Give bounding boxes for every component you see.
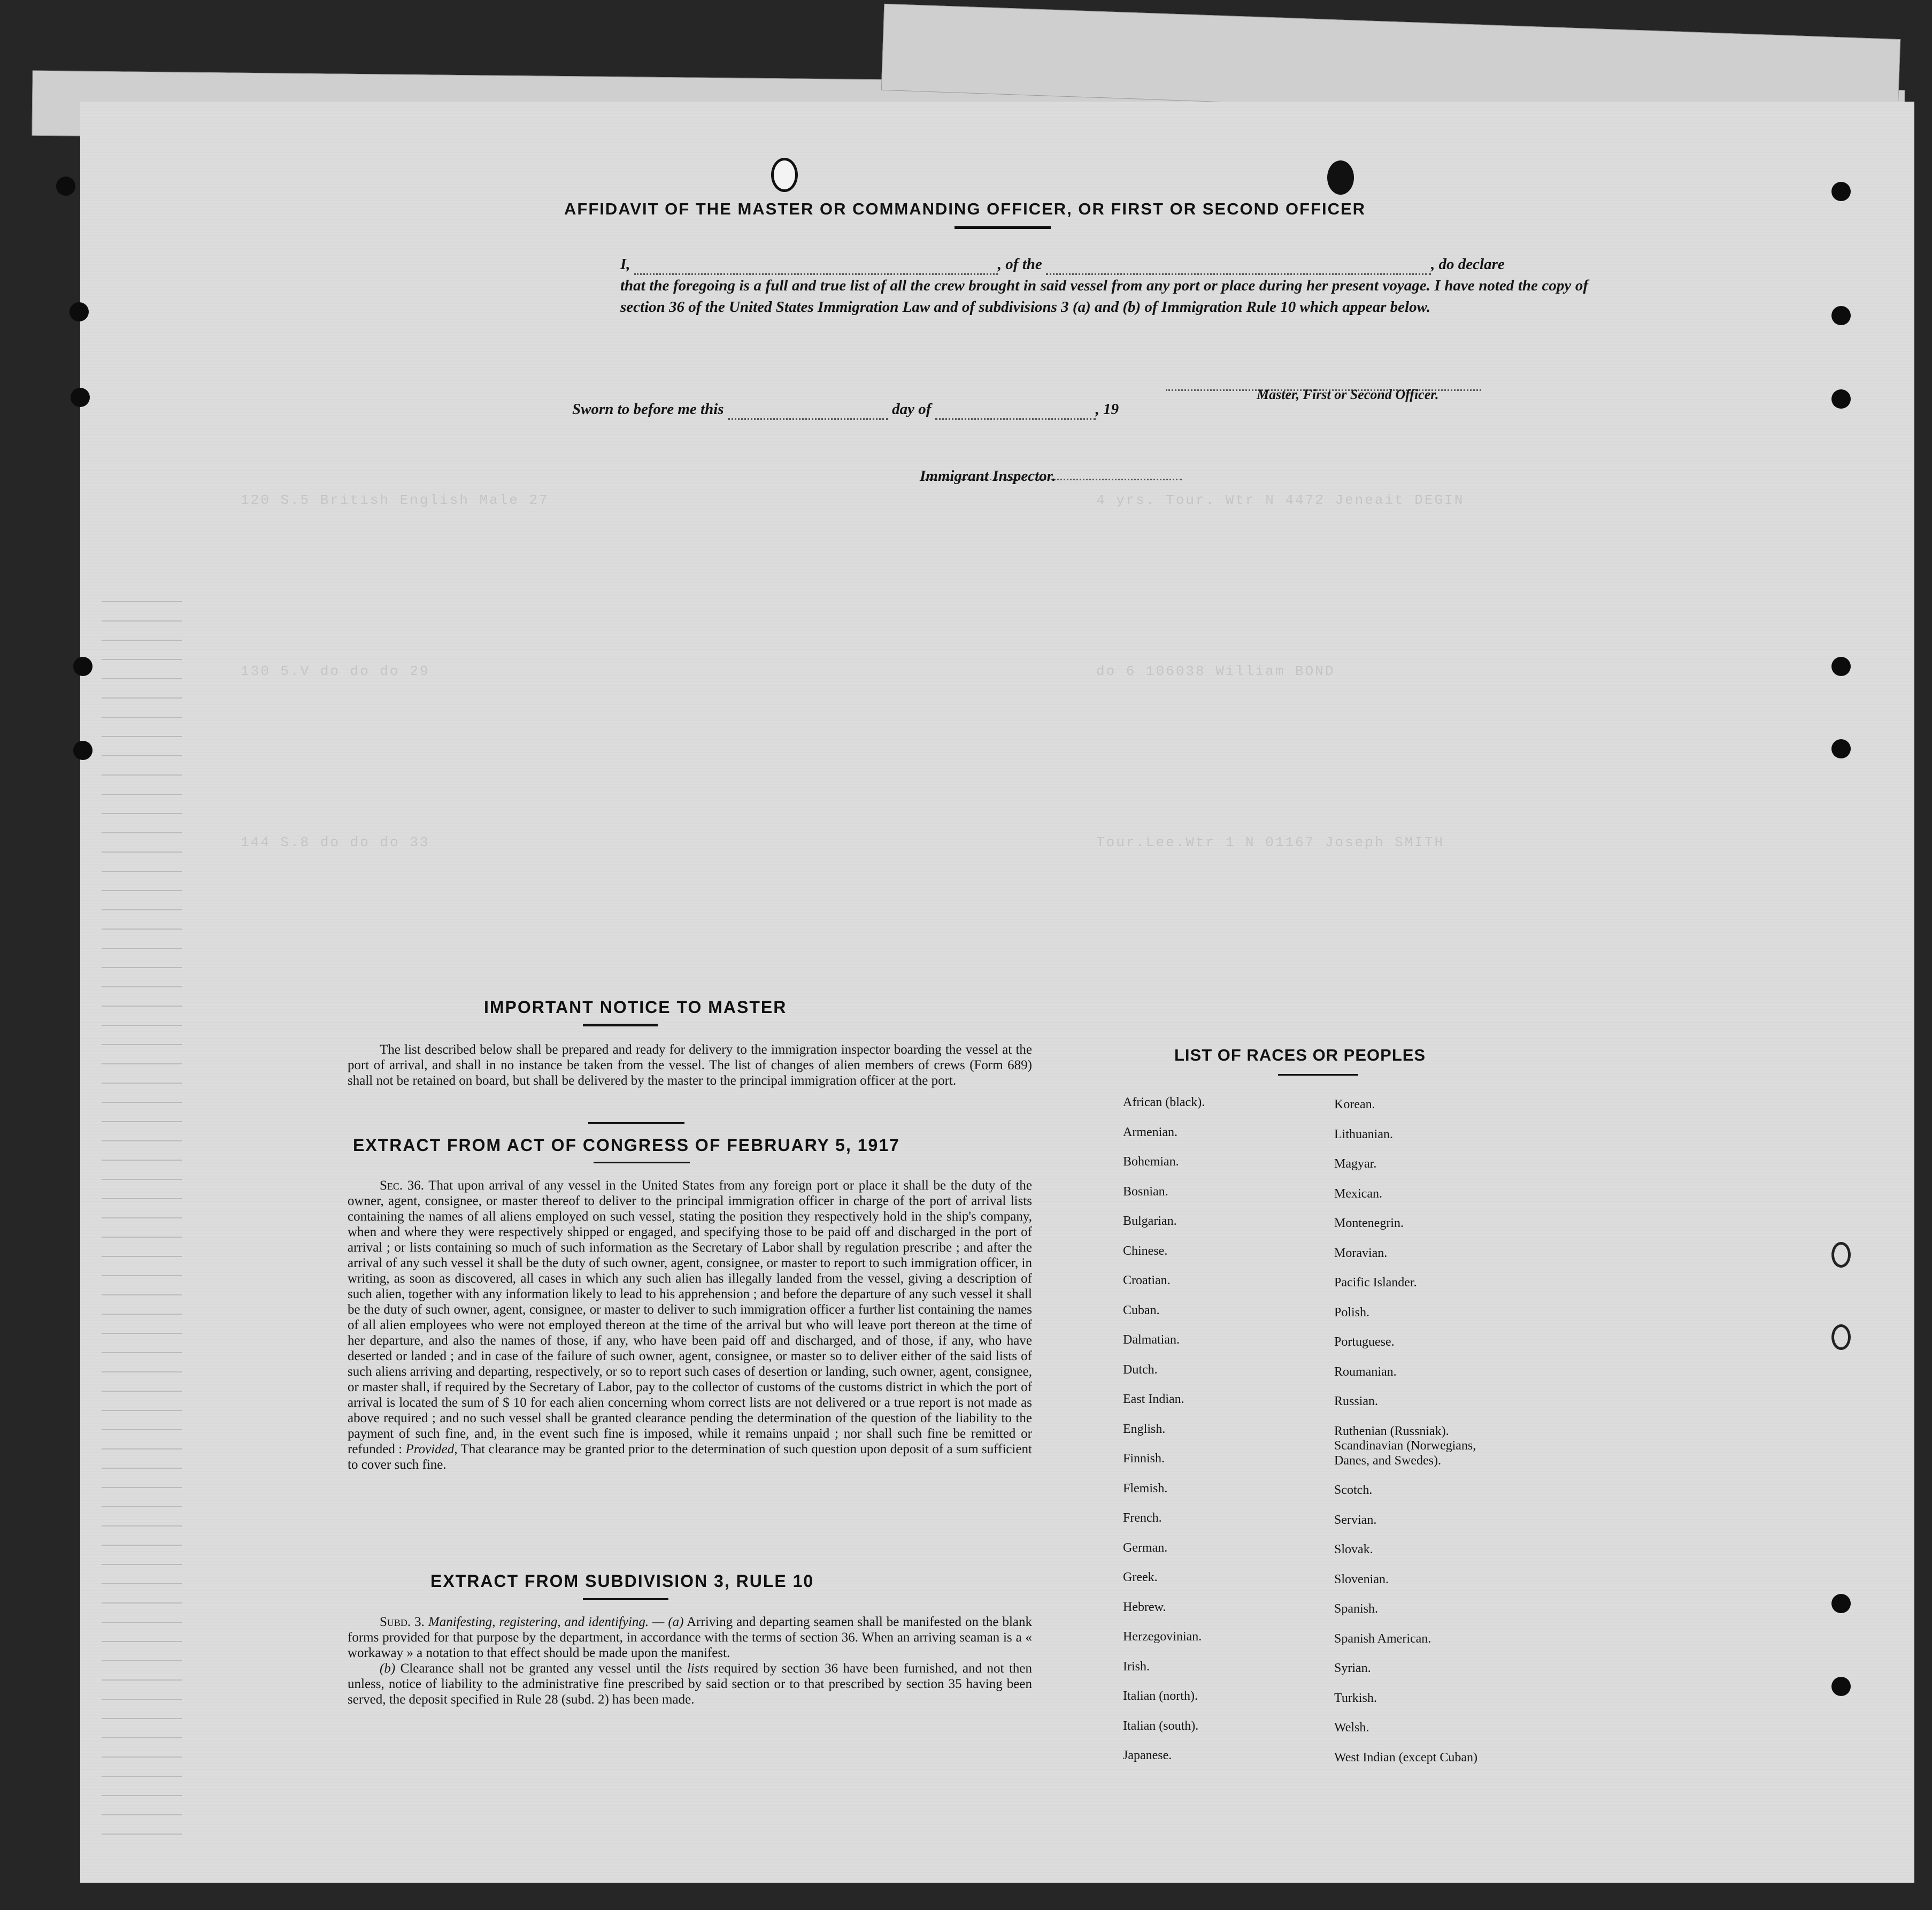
rule-b-text-2: required by section 36 have been furnished, and not then unless, notice of liability to the administrative fine prescribed by said section or to that prescribed by section 35 having been served, the deposit specified in Rule 28 (subd. 2) has been made. [348,1661,1032,1707]
race-item: Finnish. [1123,1452,1165,1466]
race-item: English. [1123,1422,1166,1436]
inspector-label: Immigrant Inspector. [920,467,1056,485]
sworn-day-field[interactable] [728,418,888,420]
race-item: Croatian. [1123,1274,1171,1287]
binder-hole [56,177,75,196]
race-item: Magyar. [1334,1157,1377,1171]
act-paragraph [348,1178,1032,1472]
binder-hole [1831,306,1851,325]
race-item: Scotch. [1334,1483,1373,1497]
race-item: Lithuanian. [1334,1127,1393,1141]
binder-hole [73,657,93,676]
bleed-through-text: 130 5.V do do do 29 [241,663,430,679]
rule-b-label: (b) [380,1661,396,1676]
document-page [80,102,1914,1883]
race-item: Pacific Islander. [1334,1276,1417,1290]
race-item: Hebrew. [1123,1600,1166,1614]
notice-rule [588,1122,684,1124]
notice-paragraph: The list described below shall be prepared and ready for delivery to the immigration inspector boarding the vessel at the port of arrival, and shall in no instance be taken from the vessel. The list of changes of alien members of crews (Form 689) shall not be retained on board, but shall be delivered by the master to the principal immigration officer at the port. [348,1042,1032,1088]
rule-title: EXTRACT FROM SUBDIVISION 3, RULE 10 [430,1571,814,1591]
races-title: LIST OF RACES OR PEOPLES [1174,1046,1426,1064]
binder-hole [1831,739,1851,758]
act-section-text: That upon arrival of any vessel in the United States from any foreign port or place it shall be the duty of the owner, agent, consignee, or master thereof to deliver to the principal immigration officer in charge of the port of arrival lists containing the names of all aliens employed on such vessel, stating the position they respectively hold in the ship's company, when and where they were respectively shipped or engaged, and specifying those to be paid off and discharged in the port of arrival ; or lists containing so much of such information as the Secretary of Labor shall by regulation prescribe ; and after the arrival of any such vessel it shall be the duty of such owner, agent, consignee, or master to report to such immigration officer, in writing, as soon as discovered, all cases in which any such alien has illegally landed from the vessel, giving a description of such alien, together with any information likely to lead to his apprehension ; and before the departure of any such vessel it shall be the duty of such owner, agent, consignee, or master to deliver to such immigration officer a further list containing the names of all alien employees who were not employed thereon at the time of the arrival but who will leave port thereon at the time of her departure, and also the names of those, if any, who have been paid off and discharged, and of those, if any, who have deserted or landed ; and in case of the failure of such owner, agent, consignee, or master so to deliver either of the said lists of such aliens arriving and departing, respectively, or so to report such cases of desertion or landing, such owner, agent, consignee, or master shall, if required by the Secretary of Labor, pay to the collector of customs of the customs district in which the port of arrival is located the sum of $ 10 for each alien concerning whom correct lists are not delivered or a true report is not made as above required ; and no such vessel shall be granted clearance pending the determination of the question of the liability to the payment of such fine, and, in the event such fine is imposed, while it remains unpaid ; nor shall such fine be remitted or refunded : [348,1178,1033,1456]
race-item: Slovak. [1334,1543,1373,1556]
race-item: Welsh. [1334,1721,1369,1735]
race-item: Armenian. [1123,1125,1177,1139]
race-item: Spanish. [1334,1602,1379,1616]
race-item: Servian. [1334,1513,1377,1527]
notice-text [348,1042,1032,1088]
race-item: African (black). [1123,1095,1205,1109]
race-item: Moravian. [1334,1246,1388,1260]
race-item: Cuban. [1123,1303,1160,1317]
binder-hole [70,302,89,321]
race-item: German. [1123,1540,1168,1555]
race-item: Dalmatian. [1123,1333,1180,1347]
binder-hole [1831,389,1851,409]
bleed-through-text: 120 S.5 British English Male 27 [241,492,549,508]
race-item: Roumanian. [1334,1364,1397,1379]
bleed-through-text: do 6 106038 William BOND [1096,663,1335,679]
race-item: Dutch. [1123,1362,1158,1377]
race-item: Mexican. [1334,1186,1382,1201]
act-title: EXTRACT FROM ACT OF CONGRESS OF FEBRUARY 5, 1917 [353,1136,900,1155]
sworn-line [572,398,1267,420]
race-item: Bohemian. [1123,1155,1179,1169]
race-item: Syrian. [1334,1661,1371,1675]
bleed-through-text: 144 S.8 do do do 33 [241,834,430,850]
bleed-through-text: 4 yrs. Tour. Wtr N 4472 Jeneait DEGIN [1096,492,1465,508]
binder-hole [1831,1242,1851,1268]
bleed-through-text: Tour.Lee.Wtr 1 N 01167 Joseph SMITH [1096,834,1445,850]
affidavit-declaration-line [620,254,1588,275]
rule-title-rule [583,1598,668,1600]
race-item: Slovenian. [1334,1572,1389,1586]
punch-mark [1327,160,1354,195]
rule-subd-text: Arriving and departing seamen shall be manifested on the blank forms provided for that purpose by the department, in accordance with the terms of section 36. When an arriving seaman is a « workaway » a notation to that effect should be made upon the manifest. [348,1615,1032,1660]
affidavit-body: that the foregoing is a full and true list of all the crew brought in said vessel from any port or place during her present voyage. I have noted the copy of section 36 of the United States Immigration Law and of subdivisions 3 (a) and (b) of Immigration Rule 10 which appear below. [620,277,1588,316]
day-of-label: day of [892,401,932,418]
rule-subd-label: Subd. 3. [380,1615,425,1629]
rule-text [348,1614,1032,1707]
race-item: West Indian (except Cuban) [1334,1750,1477,1765]
sworn-month-field[interactable] [935,418,1096,420]
race-item: Irish. [1123,1659,1150,1674]
rule-paragraph-a [348,1614,1032,1661]
binder-hole [1831,1594,1851,1613]
race-item: East Indian. [1123,1392,1184,1406]
act-provided-text: That clearance may be granted prior to the determination of such question upon deposit of a sum sufficient to cover such fine. [348,1442,1032,1472]
affidavit-of-the-label: , of the [997,256,1042,273]
race-item: Ruthenian (Russniak). [1334,1424,1449,1438]
act-provided-label: Provided, [405,1442,458,1456]
rule-b-lists: lists [687,1661,709,1676]
binder-hole [1831,1324,1851,1350]
binder-hole [71,388,90,407]
race-item: Montenegrin. [1334,1216,1404,1230]
affidavit-title: AFFIDAVIT OF THE MASTER OR COMMANDING OFFICER, OR FIRST OR SECOND OFFICER [564,200,1366,218]
race-item: Danes, and Swedes). [1334,1453,1441,1468]
binder-hole [1831,1677,1851,1696]
race-item: Italian (north). [1123,1689,1198,1703]
binder-hole [1831,657,1851,676]
race-item: Korean. [1334,1098,1375,1111]
act-title-rule [594,1162,690,1163]
race-item: Bulgarian. [1123,1214,1177,1228]
race-item: Herzegovinian. [1123,1630,1202,1644]
race-item: Bosnian. [1123,1184,1168,1199]
affidavit-declare-label: , do declare [1431,256,1505,273]
act-section-label: Sec. 36. [380,1178,425,1193]
binder-hole [1831,182,1851,201]
race-item: Turkish. [1334,1691,1377,1705]
notice-title: IMPORTANT NOTICE TO MASTER [484,998,787,1017]
sworn-label: Sworn to before me this [572,401,724,418]
race-item: French. [1123,1511,1162,1525]
race-item: Portuguese. [1334,1335,1395,1349]
act-text [348,1178,1032,1472]
race-item: Scandinavian (Norwegians, [1334,1438,1476,1453]
rule-paragraph-b [348,1661,1032,1707]
race-item: Greek. [1123,1570,1158,1584]
notice-title-rule [583,1024,658,1026]
ruled-margin [102,583,182,1840]
signature-label: Master, First or Second Officer. [1257,387,1439,402]
binder-hole [73,741,93,760]
affidavit-i-label: I, [620,256,630,273]
race-item: Chinese. [1123,1244,1168,1258]
race-item: Italian (south). [1123,1719,1199,1733]
race-item: Flemish. [1123,1481,1168,1495]
race-item: Japanese. [1123,1748,1172,1762]
rule-b-text-1: Clearance shall not be granted any vessel until the [400,1661,682,1676]
punch-mark [771,158,798,192]
rule-subd-heading: Manifesting, registering, and identifying. — (a) [428,1615,684,1629]
race-item: Polish. [1334,1305,1370,1320]
races-title-rule [1278,1074,1358,1076]
race-item: Russian. [1334,1394,1379,1408]
race-item: Spanish American. [1334,1631,1431,1646]
affidavit-title-rule [955,226,1051,229]
year-label: , 19 [1095,401,1119,418]
